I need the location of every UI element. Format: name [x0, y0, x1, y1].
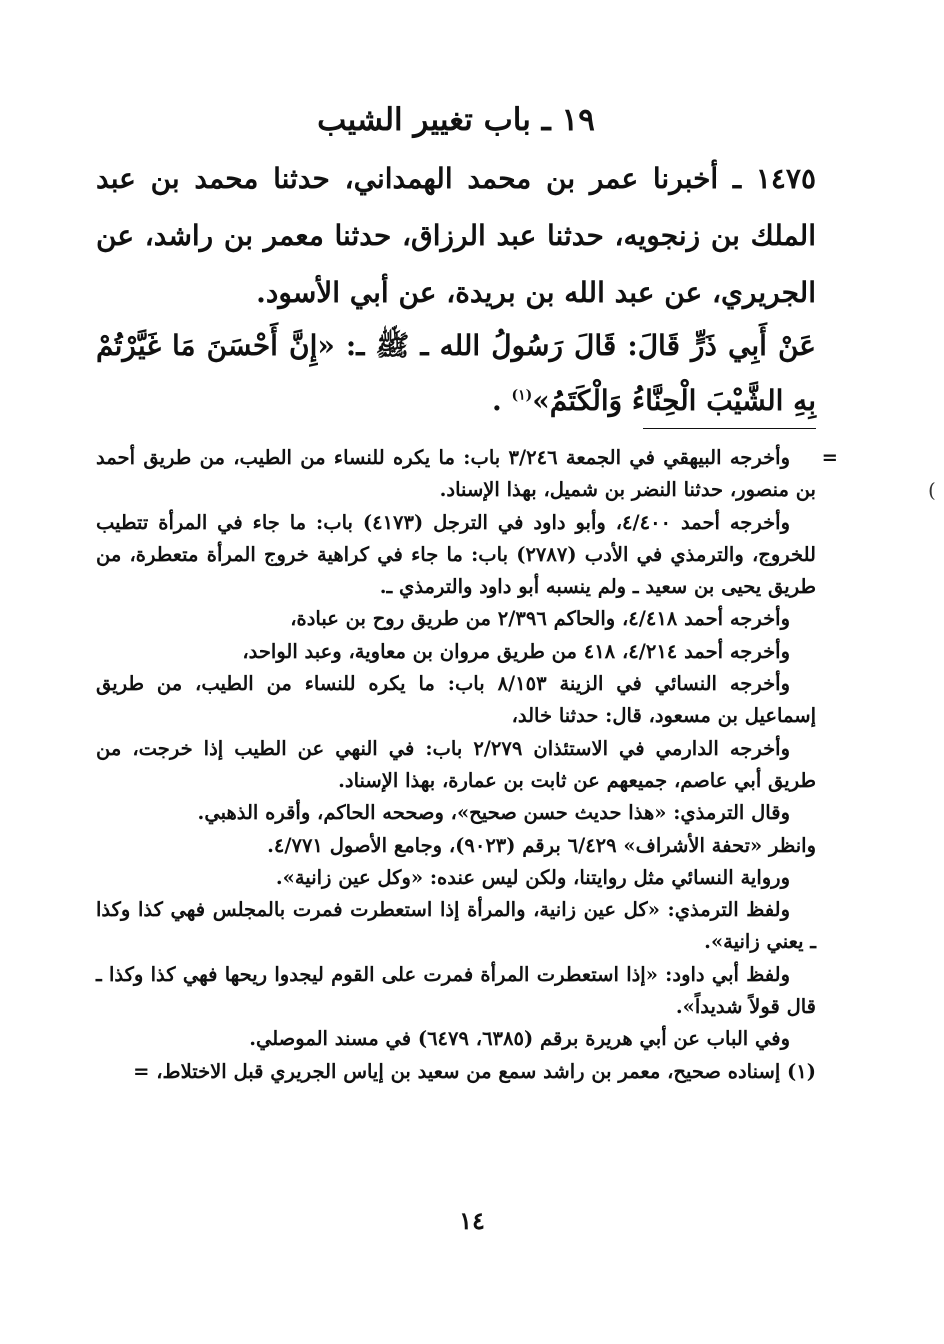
footnote-ref: (١): [511, 387, 533, 404]
hadith-end: .: [492, 384, 512, 417]
main-paragraph: [96, 150, 816, 321]
footnote-paragraph-4: وأخرجه أحمد ٤/٢١٤، ٤١٨ من طريق مروان بن معاوية، وعبد الواحد،: [242, 639, 790, 663]
footnote-paragraph-3: وأخرجه أحمد ٤/٤١٨، والحاكم ٢/٣٩٦ من طريق روح بن عبادة،: [290, 607, 790, 631]
footnote-paragraph-11: ولفظ أبي داود: «إذا استعطرت المرأة فمرت على القوم ليجدوا ريحها فهي كذا وكذا ـ قال قولاً شديداً».: [96, 962, 816, 1019]
footnote-paragraph-7: وقال الترمذي: «هذا حديث حسن صحيح»، وصححه الحاكم، وأقره الذهبي.: [197, 801, 790, 825]
footnote-divider: [643, 428, 816, 429]
hadith-block: [96, 318, 816, 428]
hadith-paragraph: [96, 318, 816, 428]
hadith-text: عَنْ أَبِي ذَرٍّ قَالَ: قَالَ رَسُولُ الله ـ ﷺ ـ: «إِنَّ أَحْسَنَ مَا غَيَّرْتُمْ بِهِ الشَّيْبَ الْحِنَّاءُ وَالْكَتَمُ»: [96, 329, 816, 417]
footnote-paragraph-6: وأخرجه الدارمي في الاستئذان ٢/٢٧٩ باب: في النهي عن الطيب إذا خرجت، من طريق أبي عاصم، جميعهم عن ثابت بن عمارة، بهذا الإسناد.: [96, 736, 816, 792]
chapter-title: ١٩ ـ باب تغيير الشيب: [317, 102, 595, 138]
margin-mark: (: [928, 478, 936, 502]
footnote-paragraph-8: وانظر «تحفة الأشراف» ٦/٤٢٩ برقم (٩٠٢٣)، وجامع الأصول ٤/٧٧١.: [267, 833, 816, 857]
footnote-paragraph-9: ورواية النسائي مثل روايتنا، ولكن ليس عنده: «وكل عين زانية».: [275, 865, 790, 889]
footnote-paragraph-2: وأخرجه أحمد ٤/٤٠٠، وأبو داود في الترجل (٤١٧٣) باب: ما جاء في المرأة تتطيب للخروج، والترمذي في الأدب (٢٧٨٧) باب: ما جاء في كراهية خروج المرأة متعطرة، من طريق يحيى بن سعيد ـ ولم ينسبه أبو داود والترمذي ـ.: [96, 510, 816, 599]
continuation-mark: =: [821, 446, 838, 469]
page-number: ١٤: [459, 1206, 485, 1235]
isnad-text: ١٤٧٥ ـ أخبرنا عمر بن محمد الهمداني، حدثنا محمد بن عبد الملك بن زنجويه، حدثنا عبد الرزاق، حدثنا معمر بن راشد، عن الجريري، عن عبد الله بن بريدة، عن أبي الأسود.: [96, 162, 816, 309]
footnote-text: وأخرجه البيهقي في الجمعة ٣/٢٤٦ باب: ما يكره للنساء من الطيب، من طريق أحمد بن منصور، حدثنا النضر بن شميل، بهذا الإسناد.: [96, 446, 816, 502]
footnote-1: (١) إسناده صحيح، معمر بن راشد سمع من سعيد بن إياس الجريري قبل الاختلاط، =: [133, 1059, 816, 1083]
footnote-paragraph-10: ولفظ الترمذي: «كل عين زانية، والمرأة إذا استعطرت فمرت بالمجلس فهي كذا وكذا ـ يعني زانية».: [96, 898, 816, 954]
footnotes: [96, 442, 838, 1088]
footnote-paragraph-12: وفي الباب عن أبي هريرة برقم (٦٣٨٥، ٦٤٧٩) في مسند الموصلي.: [249, 1027, 790, 1051]
footnote-paragraph-5: وأخرجه النسائي في الزينة ٨/١٥٣ باب: ما يكره للنساء من الطيب، من طريق إسماعيل بن مسعود، قال: حدثنا خالد،: [96, 672, 816, 728]
footnote-paragraph-1: [96, 442, 838, 507]
